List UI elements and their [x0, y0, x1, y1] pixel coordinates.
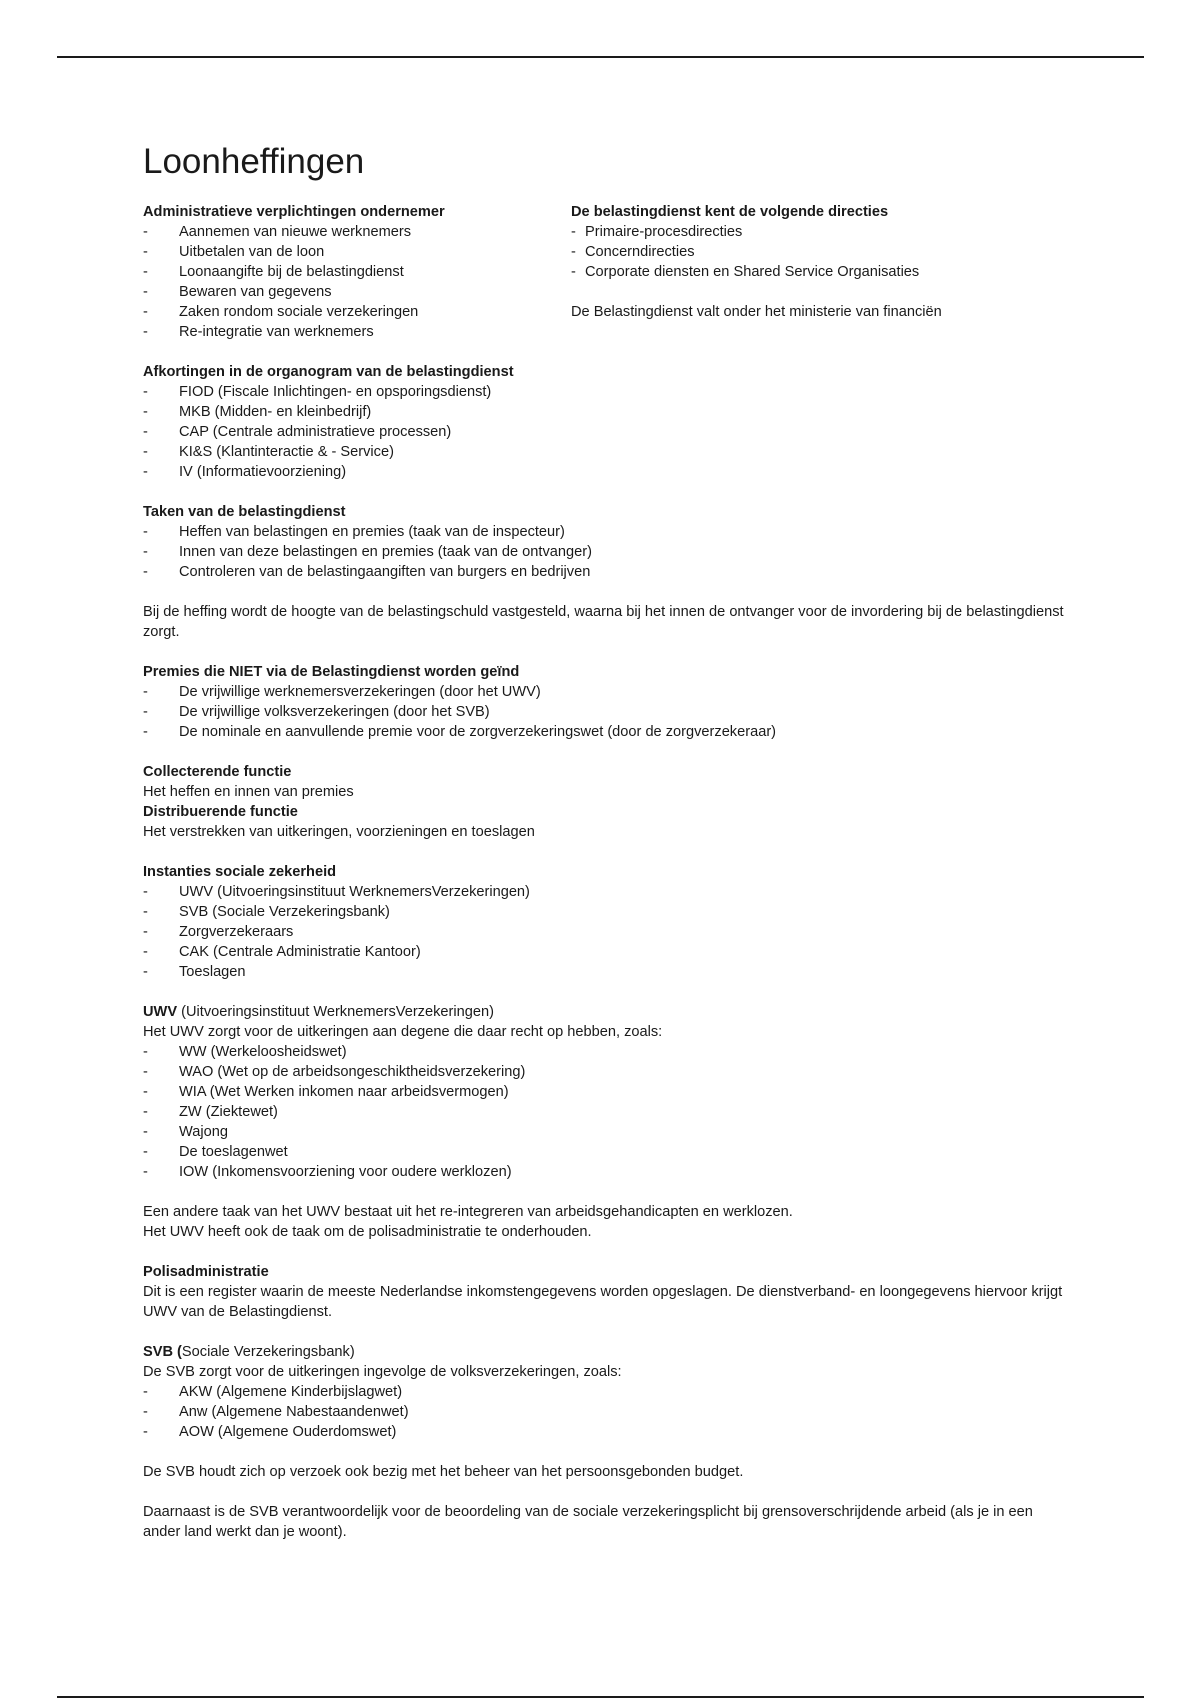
list-item: - Concerndirecties — [571, 242, 1073, 262]
list-item: - CAP (Centrale administratieve processen) — [143, 422, 1073, 442]
list-item: - De vrijwillige volksverzekeringen (door het SVB) — [143, 702, 1073, 722]
svb-list — [143, 1382, 1073, 1442]
directies-note: De Belastingdienst valt onder het ministerie van financiën — [571, 304, 942, 320]
list-item: - ZW (Ziektewet) — [143, 1102, 1073, 1122]
uwv-list — [143, 1042, 1073, 1182]
list-item: - WIA (Wet Werken inkomen naar arbeidsvermogen) — [143, 1082, 1073, 1102]
uwv-heading-bold: UWV — [143, 1004, 178, 1020]
svb-intro: De SVB zorgt voor de uitkeringen ingevolge de volksverzekeringen, zoals: — [143, 1364, 622, 1380]
list-item: - UWV (Uitvoeringsinstituut WerknemersVerzekeringen) — [143, 882, 1073, 902]
list-item: - Toeslagen — [143, 962, 1073, 982]
taken-heading: Taken van de belastingdienst — [143, 504, 346, 520]
svb-paragraph-2: Daarnaast is de SVB verantwoordelijk voor de beoordeling van de sociale verzekeringsplicht bij grensoverschrijdende arbeid (als je in een ander land werkt dan je woont). — [143, 1504, 1033, 1540]
list-item: - WW (Werkeloosheidswet) — [143, 1042, 1073, 1062]
heffing-paragraph: Bij de heffing wordt de hoogte van de belastingschuld vastgesteld, waarna bij het innen de ontvanger voor de invordering bij de belastingdienst zorgt. — [143, 604, 1064, 640]
premies-list — [143, 682, 1073, 742]
list-item: - Zaken rondom sociale verzekeringen — [143, 302, 571, 322]
directies-heading: De belastingdienst kent de volgende directies — [571, 204, 889, 220]
collecterende-heading: Collecterende functie — [143, 764, 292, 780]
admin-list — [143, 222, 571, 342]
list-item: - AKW (Algemene Kinderbijslagwet) — [143, 1382, 1073, 1402]
list-item: - KI&S (Klantinteractie & - Service) — [143, 442, 1073, 462]
uwv-paragraph-1: Een andere taak van het UWV bestaat uit het re-integreren van arbeidsgehandicapten en werklozen. — [143, 1204, 793, 1220]
list-item: - Bewaren van gegevens — [143, 282, 571, 302]
afkortingen-heading: Afkortingen in de organogram van de belastingdienst — [143, 364, 514, 380]
afkortingen-list — [143, 382, 1073, 482]
list-item: - Corporate diensten en Shared Service Organisaties — [571, 262, 1073, 282]
list-item: - Zorgverzekeraars — [143, 922, 1073, 942]
list-item: - SVB (Sociale Verzekeringsbank) — [143, 902, 1073, 922]
distribuerende-text: Het verstrekken van uitkeringen, voorzieningen en toeslagen — [143, 824, 535, 840]
svb-paragraph-1: De SVB houdt zich op verzoek ook bezig met het beheer van het persoonsgebonden budget. — [143, 1464, 744, 1480]
uwv-paragraph-2: Het UWV heeft ook de taak om de polisadministratie te onderhouden. — [143, 1224, 592, 1240]
list-item: - Primaire-procesdirecties — [571, 222, 1073, 242]
uwv-heading — [143, 1002, 1073, 1022]
list-item: - Wajong — [143, 1122, 1073, 1142]
list-item: - Innen van deze belastingen en premies (taak van de ontvanger) — [143, 542, 1073, 562]
list-item: - Loonaangifte bij de belastingdienst — [143, 262, 571, 282]
distribuerende-heading: Distribuerende functie — [143, 804, 298, 820]
list-item: - WAO (Wet op de arbeidsongeschiktheidsverzekering) — [143, 1062, 1073, 1082]
footer-rule — [57, 1696, 1144, 1698]
list-item: - MKB (Midden- en kleinbedrijf) — [143, 402, 1073, 422]
collecterende-text: Het heffen en innen van premies — [143, 784, 354, 800]
polis-heading: Polisadministratie — [143, 1264, 269, 1280]
directies-section — [571, 202, 1073, 342]
admin-heading: Administratieve verplichtingen ondernemer — [143, 204, 445, 220]
list-item: - De vrijwillige werknemersverzekeringen (door het UWV) — [143, 682, 1073, 702]
list-item: - AOW (Algemene Ouderdomswet) — [143, 1422, 1073, 1442]
list-item: - FIOD (Fiscale Inlichtingen- en opsporingsdienst) — [143, 382, 1073, 402]
svb-heading-bold: SVB ( — [143, 1344, 182, 1360]
polis-text: Dit is een register waarin de meeste Nederlandse inkomstengegevens worden opgeslagen. De dienstverband- en loongegevens hiervoor krijgt UWV van de Belastingdienst. — [143, 1284, 1063, 1320]
taken-list — [143, 522, 1073, 582]
uwv-intro: Het UWV zorgt voor de uitkeringen aan degene die daar recht op hebben, zoals: — [143, 1024, 663, 1040]
list-item: - CAK (Centrale Administratie Kantoor) — [143, 942, 1073, 962]
list-item: - Aannemen van nieuwe werknemers — [143, 222, 571, 242]
list-item: - IOW (Inkomensvoorziening voor oudere werklozen) — [143, 1162, 1073, 1182]
svb-heading-rest: Sociale Verzekeringsbank) — [181, 1344, 355, 1360]
list-item: - Controleren van de belastingaangiften van burgers en bedrijven — [143, 562, 1073, 582]
list-item: - IV (Informatievoorziening) — [143, 462, 1073, 482]
list-item: - De toeslagenwet — [143, 1142, 1073, 1162]
list-item: - Uitbetalen van de loon — [143, 242, 571, 262]
instanties-list — [143, 882, 1073, 982]
list-item: - Heffen van belastingen en premies (taak van de inspecteur) — [143, 522, 1073, 542]
intro-columns — [143, 202, 1073, 342]
svb-heading — [143, 1342, 1073, 1362]
uwv-heading-rest: (Uitvoeringsinstituut WerknemersVerzekeringen) — [177, 1004, 494, 1020]
page-title: Loonheffingen — [143, 142, 365, 181]
admin-section — [143, 202, 571, 342]
document-body — [143, 140, 1073, 1542]
premies-heading: Premies die NIET via de Belastingdienst worden geïnd — [143, 664, 520, 680]
directies-list — [571, 222, 1073, 282]
list-item: - Anw (Algemene Nabestaandenwet) — [143, 1402, 1073, 1422]
list-item: - De nominale en aanvullende premie voor de zorgverzekeringswet (door de zorgverzekeraar) — [143, 722, 1073, 742]
list-item: - Re-integratie van werknemers — [143, 322, 571, 342]
header-rule — [57, 56, 1144, 58]
instanties-heading: Instanties sociale zekerheid — [143, 864, 337, 880]
